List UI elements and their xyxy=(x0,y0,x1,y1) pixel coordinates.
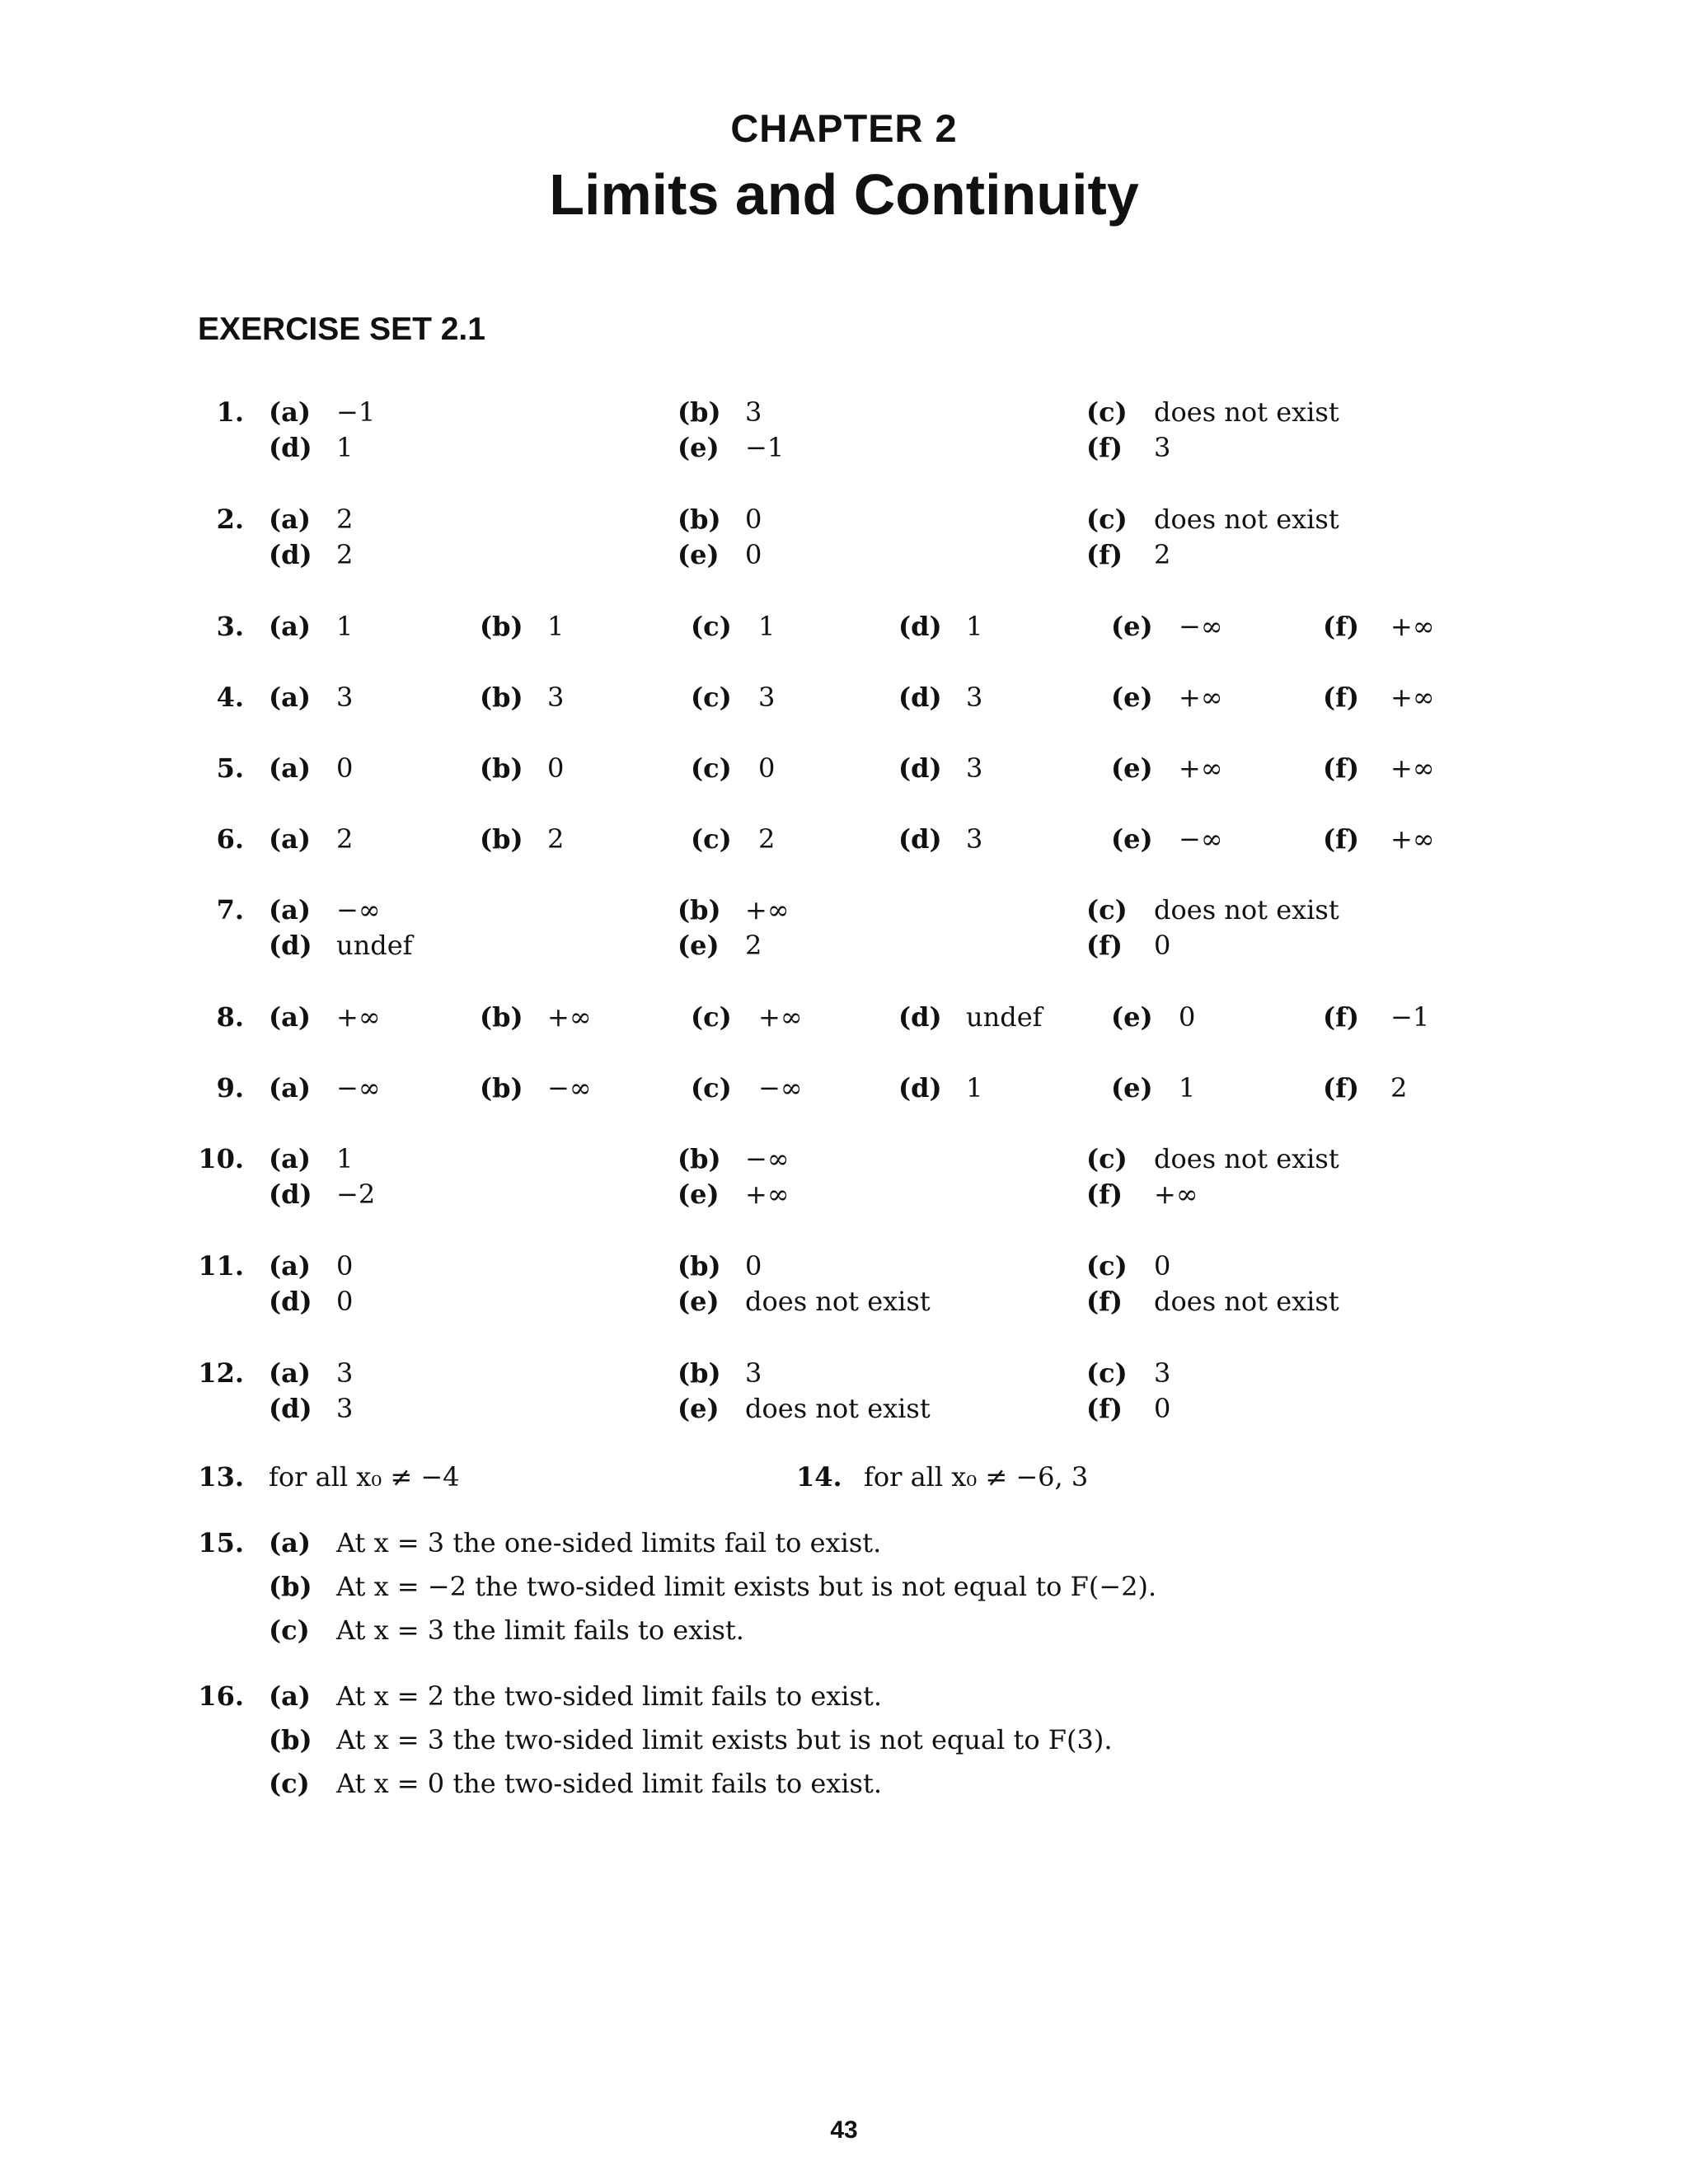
part-label: (c) xyxy=(1086,504,1128,535)
part-answer: −1 xyxy=(745,432,785,463)
exercise-number: 4. xyxy=(216,682,244,713)
part-label: (e) xyxy=(1111,823,1153,855)
exercise-row xyxy=(0,679,1688,715)
part-answer: 3 xyxy=(758,682,776,713)
part-label: (f) xyxy=(1323,823,1360,855)
exercise-number: 9. xyxy=(216,1072,244,1104)
exercise-row xyxy=(0,1722,1688,1758)
exercise-row xyxy=(0,608,1688,644)
part-label: (e) xyxy=(1111,1001,1153,1033)
part-answer: 3 xyxy=(336,1357,354,1389)
part-answer: +∞ xyxy=(1390,823,1435,855)
part-label: (b) xyxy=(269,1571,312,1602)
part-answer: 0 xyxy=(1154,1250,1171,1282)
part-label: (d) xyxy=(898,1001,942,1033)
exercise-row xyxy=(0,1525,1688,1561)
part-label: (f) xyxy=(1086,539,1123,570)
chapter-label: CHAPTER 2 xyxy=(730,106,958,150)
part-answer: 1 xyxy=(758,611,776,642)
exercise-number: 10. xyxy=(198,1143,244,1174)
part-answer: 0 xyxy=(336,1250,354,1282)
part-label: (c) xyxy=(269,1615,310,1646)
part-answer: At x = 3 the one-sided limits fail to exist. xyxy=(336,1527,882,1558)
exercise-number: 14. xyxy=(796,1461,842,1493)
part-answer: 0 xyxy=(336,752,354,784)
part-label: (d) xyxy=(898,682,942,713)
part-answer: At x = 3 the two-sided limit exists but is not equal to F(3). xyxy=(336,1724,1113,1755)
part-answer: −∞ xyxy=(1179,611,1223,642)
part-answer: 3 xyxy=(336,1393,354,1424)
part-label: (c) xyxy=(1086,1143,1128,1174)
part-label: (d) xyxy=(269,1179,312,1210)
part-label: (f) xyxy=(1323,752,1360,784)
part-label: (a) xyxy=(269,396,312,428)
part-label: (c) xyxy=(691,1072,732,1104)
part-label: (a) xyxy=(269,1001,312,1033)
part-answer: 2 xyxy=(1154,539,1171,570)
exercise-row xyxy=(0,927,1688,963)
part-answer: undef xyxy=(966,1001,1043,1033)
exercise-number: 1. xyxy=(216,396,244,428)
part-label: (a) xyxy=(269,1250,312,1282)
part-label: (d) xyxy=(269,930,312,961)
exercise-row xyxy=(0,1176,1688,1212)
part-label: (b) xyxy=(480,1001,523,1033)
part-label: (e) xyxy=(1111,611,1153,642)
part-answer: 3 xyxy=(547,682,565,713)
part-answer: 0 xyxy=(745,1250,762,1282)
part-label: (d) xyxy=(898,611,942,642)
part-answer: 0 xyxy=(1179,1001,1196,1033)
part-label: (b) xyxy=(678,1250,721,1282)
part-answer: −∞ xyxy=(758,1072,803,1104)
part-answer: 3 xyxy=(1154,432,1171,463)
part-answer: At x = 3 the limit fails to exist. xyxy=(336,1615,744,1646)
part-label: (a) xyxy=(269,611,312,642)
part-answer: 2 xyxy=(547,823,565,855)
part-answer: 1 xyxy=(336,611,354,642)
part-answer: 3 xyxy=(966,823,983,855)
part-label: (f) xyxy=(1323,1001,1360,1033)
part-answer: does not exist xyxy=(1154,894,1339,926)
part-label: (a) xyxy=(269,894,312,926)
part-answer: 2 xyxy=(1390,1072,1408,1104)
part-answer: +∞ xyxy=(1390,611,1435,642)
part-label: (b) xyxy=(678,1143,721,1174)
part-answer: does not exist xyxy=(745,1286,931,1317)
part-answer: does not exist xyxy=(1154,504,1339,535)
part-label: (e) xyxy=(678,539,720,570)
part-answer: +∞ xyxy=(336,1001,381,1033)
section-heading: EXERCISE SET 2.1 xyxy=(198,312,485,347)
part-answer: +∞ xyxy=(745,1179,790,1210)
part-label: (f) xyxy=(1086,930,1123,961)
part-answer: +∞ xyxy=(758,1001,803,1033)
exercise-number: 5. xyxy=(216,752,244,784)
part-label: (c) xyxy=(691,823,732,855)
part-label: (c) xyxy=(691,1001,732,1033)
part-answer: 2 xyxy=(745,930,762,961)
part-label: (e) xyxy=(1111,1072,1153,1104)
part-label: (e) xyxy=(1111,752,1153,784)
exercise-row xyxy=(0,1678,1688,1714)
part-answer: −1 xyxy=(336,396,376,428)
part-label: (f) xyxy=(1323,1072,1360,1104)
part-answer: +∞ xyxy=(547,1001,592,1033)
part-answer: 0 xyxy=(336,1286,354,1317)
part-label: (c) xyxy=(691,752,732,784)
part-answer: 3 xyxy=(745,1357,762,1389)
part-answer: +∞ xyxy=(1179,682,1223,713)
part-label: (c) xyxy=(1086,1357,1128,1389)
part-label: (a) xyxy=(269,682,312,713)
part-answer: −∞ xyxy=(547,1072,592,1104)
part-label: (d) xyxy=(269,432,312,463)
part-answer: 1 xyxy=(1179,1072,1196,1104)
exercise-row xyxy=(0,1765,1688,1802)
part-answer: 3 xyxy=(336,682,354,713)
part-label: (e) xyxy=(678,1179,720,1210)
part-answer: 0 xyxy=(547,752,565,784)
part-label: (c) xyxy=(1086,894,1128,926)
exercise-row xyxy=(0,999,1688,1035)
exercise-number: 8. xyxy=(216,1001,244,1033)
part-answer: 0 xyxy=(745,504,762,535)
part-label: (b) xyxy=(678,396,721,428)
part-answer: does not exist xyxy=(745,1393,931,1424)
exercise-number: 2. xyxy=(216,504,244,535)
exercise-row xyxy=(0,1390,1688,1427)
part-label: (a) xyxy=(269,752,312,784)
part-label: (c) xyxy=(691,611,732,642)
exercise-row xyxy=(0,1070,1688,1106)
part-answer: 0 xyxy=(745,539,762,570)
part-answer: does not exist xyxy=(1154,1143,1339,1174)
part-answer: 3 xyxy=(1154,1357,1171,1389)
part-label: (a) xyxy=(269,823,312,855)
part-label: (d) xyxy=(898,823,942,855)
part-answer: 3 xyxy=(745,396,762,428)
exercise-row xyxy=(0,1568,1688,1605)
part-label: (e) xyxy=(1111,682,1153,713)
exercise-row xyxy=(0,1355,1688,1391)
part-answer: 1 xyxy=(966,1072,983,1104)
exercise-row xyxy=(0,394,1688,430)
part-answer: 0 xyxy=(1154,1393,1171,1424)
exercise-number: 13. xyxy=(198,1461,244,1493)
part-label: (f) xyxy=(1086,1179,1123,1210)
part-label: (b) xyxy=(678,504,721,535)
exercise-row xyxy=(0,892,1688,928)
part-answer: 0 xyxy=(758,752,776,784)
part-answer: undef xyxy=(336,930,413,961)
exercise-answer: for all x₀ ≠ −6, 3 xyxy=(864,1461,1089,1493)
part-label: (b) xyxy=(480,682,523,713)
part-label: (d) xyxy=(269,1393,312,1424)
part-label: (a) xyxy=(269,504,312,535)
exercise-row xyxy=(0,1459,1688,1495)
exercise-number: 6. xyxy=(216,823,244,855)
part-answer: At x = 2 the two-sided limit fails to exist. xyxy=(336,1680,882,1712)
part-label: (b) xyxy=(678,894,721,926)
exercise-row xyxy=(0,1141,1688,1177)
part-answer: +∞ xyxy=(1390,752,1435,784)
part-label: (f) xyxy=(1323,682,1360,713)
page-number: 43 xyxy=(830,2116,858,2144)
part-label: (c) xyxy=(1086,1250,1128,1282)
part-answer: +∞ xyxy=(1179,752,1223,784)
part-answer: −1 xyxy=(1390,1001,1430,1033)
part-answer: +∞ xyxy=(745,894,790,926)
part-answer: −2 xyxy=(336,1179,376,1210)
part-answer: +∞ xyxy=(1390,682,1435,713)
exercise-number: 15. xyxy=(198,1527,244,1558)
part-label: (a) xyxy=(269,1680,312,1712)
part-answer: 1 xyxy=(966,611,983,642)
exercise-number: 11. xyxy=(198,1250,244,1282)
part-answer: 0 xyxy=(1154,930,1171,961)
part-answer: does not exist xyxy=(1154,1286,1339,1317)
part-label: (a) xyxy=(269,1072,312,1104)
part-label: (d) xyxy=(898,1072,942,1104)
part-answer: −∞ xyxy=(336,894,381,926)
exercise-row xyxy=(0,537,1688,573)
part-label: (f) xyxy=(1086,432,1123,463)
exercise-row xyxy=(0,501,1688,537)
part-label: (b) xyxy=(480,1072,523,1104)
part-label: (e) xyxy=(678,930,720,961)
part-label: (b) xyxy=(480,823,523,855)
exercise-row xyxy=(0,1283,1688,1319)
part-label: (f) xyxy=(1086,1286,1123,1317)
exercise-row xyxy=(0,429,1688,466)
exercise-number: 12. xyxy=(198,1357,244,1389)
part-answer: At x = 0 the two-sided limit fails to exist. xyxy=(336,1768,882,1799)
exercise-number: 16. xyxy=(198,1680,244,1712)
part-label: (b) xyxy=(480,611,523,642)
part-answer: −∞ xyxy=(1179,823,1223,855)
chapter-title: Limits and Continuity xyxy=(549,162,1139,227)
part-label: (b) xyxy=(480,752,523,784)
part-answer: 2 xyxy=(336,823,354,855)
part-answer: −∞ xyxy=(745,1143,790,1174)
exercise-row xyxy=(0,821,1688,857)
exercise-number: 7. xyxy=(216,894,244,926)
part-label: (d) xyxy=(269,1286,312,1317)
exercise-answer: for all x₀ ≠ −4 xyxy=(269,1461,460,1493)
exercise-number: 3. xyxy=(216,611,244,642)
part-answer: 1 xyxy=(336,1143,354,1174)
part-label: (f) xyxy=(1086,1393,1123,1424)
part-label: (e) xyxy=(678,1393,720,1424)
part-label: (c) xyxy=(1086,396,1128,428)
part-label: (e) xyxy=(678,432,720,463)
part-answer: 1 xyxy=(547,611,565,642)
part-label: (a) xyxy=(269,1357,312,1389)
part-label: (e) xyxy=(678,1286,720,1317)
part-label: (a) xyxy=(269,1143,312,1174)
part-label: (f) xyxy=(1323,611,1360,642)
part-answer: At x = −2 the two-sided limit exists but is not equal to F(−2). xyxy=(336,1571,1157,1602)
part-answer: 2 xyxy=(336,539,354,570)
part-label: (a) xyxy=(269,1527,312,1558)
part-answer: 2 xyxy=(336,504,354,535)
part-label: (d) xyxy=(269,539,312,570)
part-label: (b) xyxy=(678,1357,721,1389)
part-label: (b) xyxy=(269,1724,312,1755)
part-answer: 1 xyxy=(336,432,354,463)
part-answer: 3 xyxy=(966,752,983,784)
part-answer: −∞ xyxy=(336,1072,381,1104)
exercise-row xyxy=(0,1612,1688,1648)
part-label: (c) xyxy=(269,1768,310,1799)
part-label: (d) xyxy=(898,752,942,784)
part-answer: 3 xyxy=(966,682,983,713)
part-answer: does not exist xyxy=(1154,396,1339,428)
part-answer: 2 xyxy=(758,823,776,855)
exercise-row xyxy=(0,1248,1688,1284)
part-label: (c) xyxy=(691,682,732,713)
exercise-row xyxy=(0,750,1688,786)
part-answer: +∞ xyxy=(1154,1179,1198,1210)
